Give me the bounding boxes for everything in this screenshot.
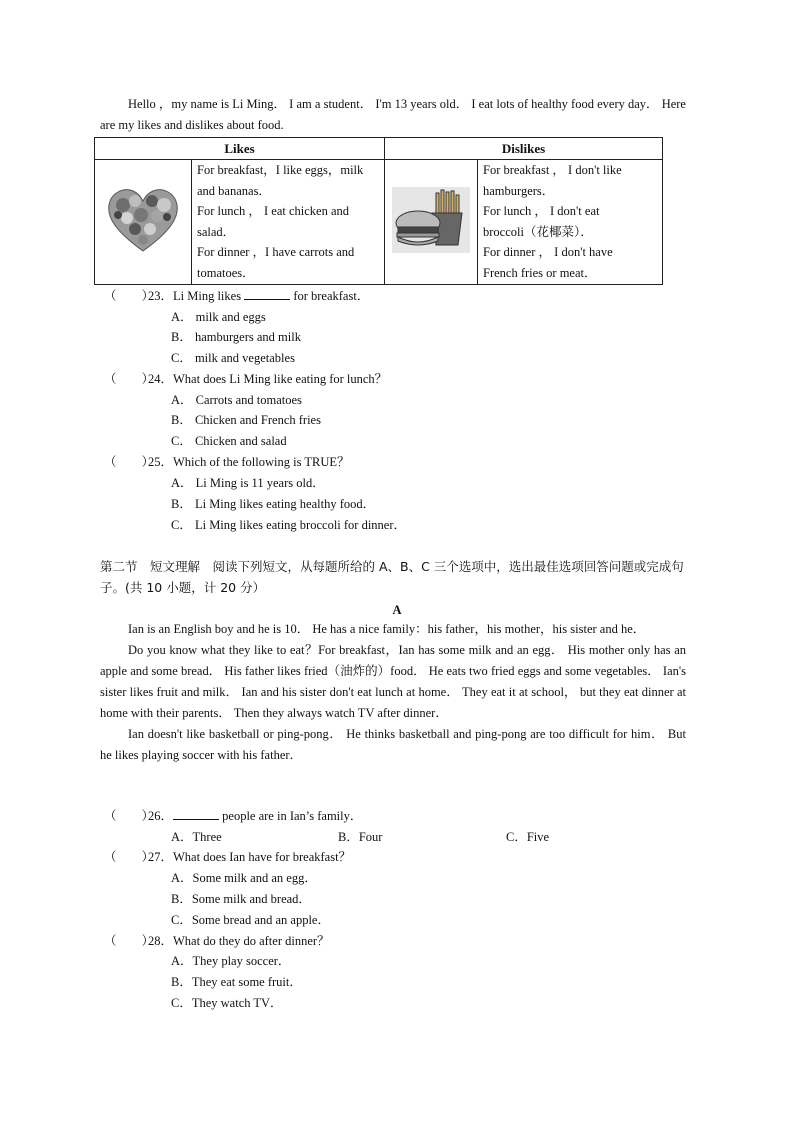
dislikes-header: Dislikes: [385, 138, 663, 160]
q27-option-b: B．Some milk and bread．: [171, 892, 311, 906]
likes-cell: [192, 160, 385, 285]
burger-fries-icon: [392, 187, 470, 253]
q28-option-c: C．They watch TV．: [171, 996, 283, 1010]
likes-text: For breakfast，I like eggs，milk and bananas． For lunch ， I eat chicken and salad． For dinner ，I have carrots and tomatoes．: [197, 163, 364, 280]
question-28: （ ）28．What do they do after dinner？: [104, 934, 330, 948]
question-23: （ ）23．Li Ming likes for breakfast．: [104, 289, 370, 303]
passage-paragraph-2: Do you know what they like to eat？For breakfast，Ian has some milk and an egg． His mother only has an apple and some bread． His father likes fried（油炸的）food． He eats two fried eggs and some vegetables． Ian's sister likes fruit and milk． Ian and his sister don't eat lunch at home． They eat it at school， but they eat dinner at home with their parents． Then they always watch TV after dinner．: [100, 643, 686, 720]
passage-label: A: [392, 603, 402, 617]
q26-option-a: A．Three: [171, 830, 222, 844]
healthy-food-heart-image: [95, 160, 192, 285]
q23-option-b: B． hamburgers and milk: [171, 330, 301, 344]
dislikes-cell: [478, 160, 663, 285]
q26-option-b: B．Four: [338, 830, 383, 844]
passage-a: [100, 619, 686, 766]
likes-dislikes-table: [94, 137, 663, 285]
q26-option-c: C．Five: [506, 830, 550, 844]
q27-option-c: C．Some bread and an apple．: [171, 913, 330, 927]
answer-blank[interactable]: [244, 287, 290, 300]
passage-paragraph-3: Ian doesn't like basketball or ping-pong． He thinks basketball and ping-pong are too difficult for him． But he likes playing soccer with his father．: [100, 727, 686, 762]
q23-option-a: A． milk and eggs: [171, 310, 266, 324]
q24-option-c: C． Chicken and salad: [171, 434, 287, 448]
intro-text: Hello ，my name is Li Ming． I am a student． I'm 13 years old． I eat lots of healthy food every day． Here are my likes and dislikes about food.: [100, 97, 686, 132]
q28-option-b: B．They eat some fruit．: [171, 975, 302, 989]
q28-option-a: A．They play soccer．: [171, 954, 291, 968]
passage-paragraph-1: Ian is an English boy and he is 10． He has a nice family：his father，his mother，his sister and he．: [128, 622, 646, 636]
fruit-heart-icon: [105, 185, 181, 255]
q25-option-c: C． Li Ming likes eating broccoli for dinner．: [171, 518, 407, 532]
question-27: （ ）27．What does Ian have for breakfast？: [104, 850, 352, 864]
q25-option-a: A． Li Ming is 11 years old．: [171, 476, 325, 490]
question-25: （ ）25．Which of the following is TRUE？: [104, 455, 350, 469]
answer-blank[interactable]: [173, 807, 219, 820]
q24-option-b: B． Chicken and French fries: [171, 413, 321, 427]
section-2-instructions: 第二节 短文理解 阅读下列短文，从每题所给的 A、B、C 三个选项中，选出最佳选项回答问题或完成句子。(共 10 小题，计 20 分）: [100, 559, 684, 595]
intro-paragraph: [100, 94, 686, 136]
question-24: （ ）24．What does Li Ming like eating for lunch？: [104, 372, 388, 386]
q25-option-b: B． Li Ming likes eating healthy food．: [171, 497, 376, 511]
q24-option-a: A． Carrots and tomatoes: [171, 393, 302, 407]
dislikes-text: For breakfast ， I don't like hamburgers． For lunch ， I don't eat broccoli（花椰菜）． For dinner ， I don't have French fries or meat．: [483, 163, 622, 280]
likes-header: Likes: [95, 138, 385, 160]
junk-food-image: [385, 160, 478, 285]
question-26: （ ）26． people are in Ian’s family．: [104, 809, 363, 823]
q23-option-c: C． milk and vegetables: [171, 351, 295, 365]
q27-option-a: A．Some milk and an egg．: [171, 871, 317, 885]
